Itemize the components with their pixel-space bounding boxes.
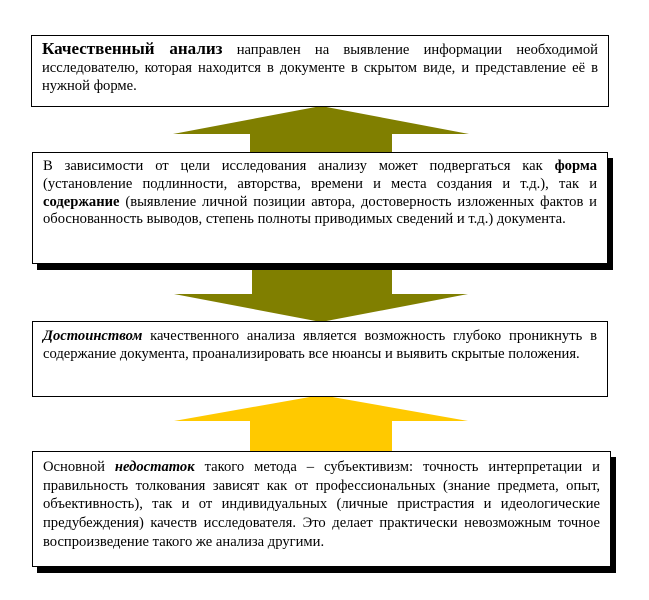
disadvantage-term: недостаток — [114, 459, 195, 475]
analysis-subject-text-1: В зависимости от цели исследования анализу может подвергаться как — [43, 158, 555, 174]
qualitative-analysis-term: Качественный анализ — [42, 39, 223, 58]
advantage-box — [32, 321, 608, 397]
advantage-text: качественного анализа является возможность глубоко проникнуть в содержание документа, проанализировать все нюансы и выявить скрытые положения. — [43, 328, 597, 362]
form-term: форма — [554, 158, 597, 174]
analysis-subject-text-2: (установление подлинности, авторства, времени и места создания и т.д.), так и — [43, 175, 597, 192]
up-arrow-3-shape — [174, 395, 468, 453]
qualitative-analysis-definition-box — [31, 35, 609, 107]
up-arrow-1 — [170, 104, 472, 156]
up-arrow-3 — [170, 394, 472, 454]
disadvantage-box — [32, 451, 611, 567]
disadvantage-text-1: Основной — [43, 459, 115, 475]
down-arrow-2 — [170, 264, 472, 324]
disadvantage-text-2: такого метода – субъективизм: точность интерпретации и правильность толкования зависят как от профессиональных (знание предмета, опыт, объективность), так и от индивидуальных (личные пристрастия и идеологические предубеждения) качеств исследователя. Это делает практически невозможным точное воспроизведение такого же анализа другими. — [43, 459, 600, 550]
qualitative-analysis-definition-text: направлен на выявление информации необходимой исследователю, которая находится в документе в скрытом виде, и представление её в нужной форме. — [42, 42, 598, 94]
content-term: содержание — [43, 193, 120, 210]
advantage-term: Достоинством — [43, 328, 143, 344]
analysis-subject-box — [32, 152, 608, 264]
analysis-subject-text-3: (выявление личной позиции автора, достоверность изложенных фактов и обоснованность выводов, степень полноты приводимых сведений и т.д.) документа. — [43, 193, 597, 228]
down-arrow-2-shape — [174, 264, 468, 322]
up-arrow-1-shape — [173, 106, 469, 155]
